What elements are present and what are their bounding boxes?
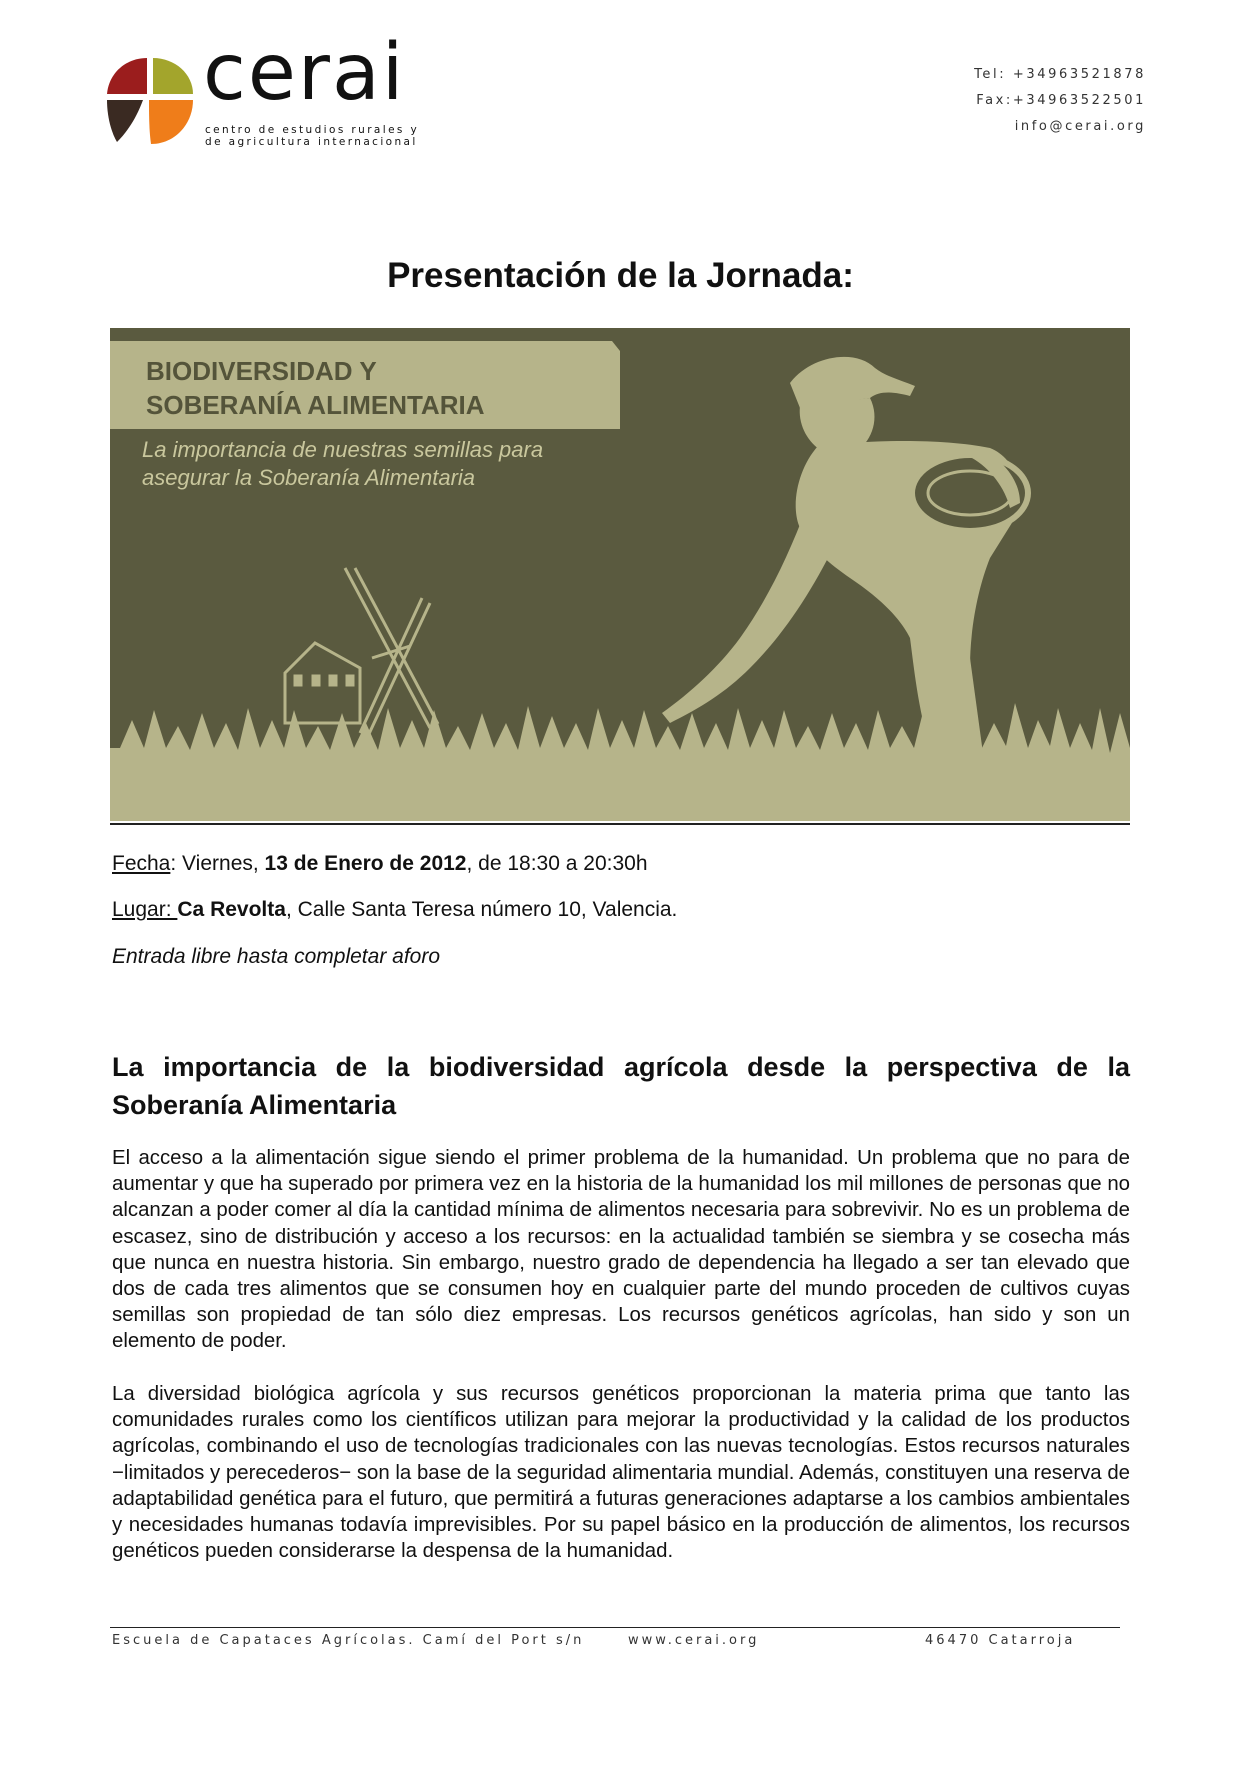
logo-tagline <box>205 124 419 148</box>
date-prefix: : Viernes, <box>170 852 265 875</box>
banner-title-line-1: BIODIVERSIDAD Y <box>146 356 377 386</box>
place-address: , Calle Santa Teresa número 10, Valencia. <box>285 898 678 921</box>
banner-divider <box>110 823 1130 825</box>
section-heading: La importancia de la biodiversidad agrícola desde la perspectiva de la Soberanía Alimentaria <box>112 1052 1130 1120</box>
banner-subtitle-line-2: asegurar la Soberanía Alimentaria <box>142 465 476 490</box>
paragraph-2: La diversidad biológica agrícola y sus recursos genéticos proporcionan la materia prima que tanto las comunidades rurales como los científicos utilizan para mejorar la productividad y la calidad de los productos agrícolas, combinando el uso de tecnologías tradicionales con las nuevas tecnologías. Estos recursos naturales −limitados y perecederos− son la base de la seguridad alimentaria mundial. Además, constituyen una reserva de adaptabilidad genética para el futuro, que permitirá a futuras generaciones adaptarse a los cambios ambientales y necesidades humanas todavía imprevisibles. Por su papel básico en la producción de alimentos, los recursos genéticos pueden considerarse la despensa de la humanidad. <box>112 1383 1130 1563</box>
date-time: , de 18:30 a 20:30h <box>466 852 648 875</box>
place-venue: Ca Revolta <box>177 898 286 921</box>
contact-tel: Tel: +34963521878 <box>974 67 1146 82</box>
contact-fax: Fax:+34963522501 <box>976 93 1146 108</box>
logo-tagline-line-1: centro de estudios rurales y <box>205 124 420 136</box>
banner-title <box>146 354 484 422</box>
footer-website[interactable]: www.cerai.org <box>628 1633 760 1648</box>
cerai-logo-mark-icon <box>103 54 197 148</box>
paragraph-1: El acceso a la alimentación sigue siendo el primer problema de la humanidad. Un problema que no para de aumentar y que ha superado por primera vez en la historia de la humanidad los mil millones de personas que no alcanzan a poder comer al día la cantidad mínima de alimentos necesaria para sobrevivir. No es un problema de escasez, sino de distribución y acceso a los recursos: en la actualidad también se siembra y se cosecha más que nunca en nuestra historia. Sin embargo, nuestro grado de dependencia ha llegado a ser tan elevado que dos de cada tres alimentos que se consumen hoy en cualquier parte del mundo proceden de cultivos cuyas semillas son propiedad de tan sólo diez empresas. Los recursos genéticos agrícolas, han sido y son un elemento de poder. <box>112 1147 1130 1353</box>
logo-wordmark: cerai <box>203 28 406 118</box>
place-label: Lugar: <box>112 898 178 921</box>
entry-note: Entrada libre hasta completar aforo <box>112 945 441 968</box>
footer-city: 46470 Catarroja <box>925 1633 1076 1648</box>
footer-address: Escuela de Capataces Agrícolas. Camí del Port s/n <box>112 1633 585 1648</box>
event-place <box>112 898 677 922</box>
date-label: Fecha <box>112 852 171 875</box>
banner-title-line-2: SOBERANÍA ALIMENTARIA <box>146 390 485 420</box>
banner-subtitle <box>142 436 543 492</box>
event-banner <box>110 328 1130 821</box>
date-value: 13 de Enero de 2012 <box>264 852 467 875</box>
contact-block <box>974 62 1146 140</box>
windmill-icon <box>285 568 438 736</box>
farmer-figure-icon <box>662 357 1028 768</box>
cerai-logo <box>103 28 473 152</box>
contact-email[interactable]: info@cerai.org <box>1014 119 1146 134</box>
footer-divider <box>110 1627 1120 1628</box>
page-title: Presentación de la Jornada: <box>387 256 854 295</box>
banner-subtitle-line-1: La importancia de nuestras semillas para <box>142 437 544 462</box>
logo-tagline-line-2: de agricultura internacional <box>205 136 418 148</box>
event-date <box>112 852 648 876</box>
